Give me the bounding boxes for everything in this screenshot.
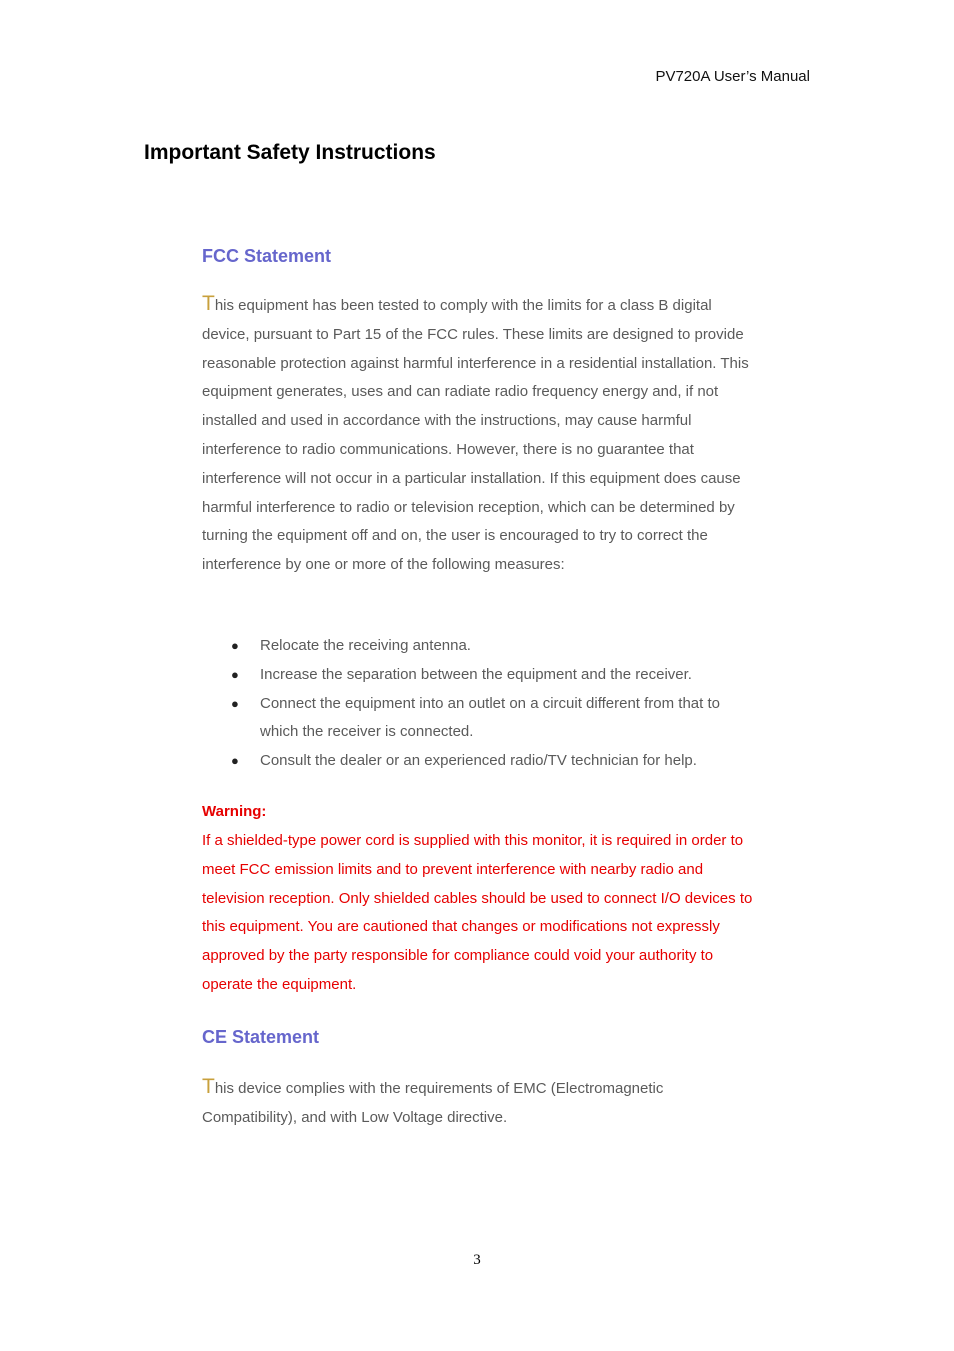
measure-text: Relocate the receiving antenna. — [260, 637, 471, 654]
bullet-icon: ● — [231, 666, 239, 682]
bullet-icon: ● — [231, 753, 239, 769]
list-item — [202, 661, 762, 690]
list-item — [202, 690, 762, 748]
bullet-icon: ● — [231, 638, 239, 653]
warning-title: Warning: — [202, 803, 267, 820]
fcc-body-text: his equipment has been tested to comply with the limits for a class B digital device, pursuant to Part 15 of the FCC rules. These limits are designed to provide reasonable protection against harmful interference in a residential installation. This equipment generates, uses and can radiate radio frequency energy and, if not installed and used in accordance with the instructions, may cause harmful interference to radio communications. However, there is no guarantee that interference will not occur in a particular installation. If this equipment does cause harmful interference to radio or television reception, which can be determined by turning the equipment off and on, the user is encouraged to try to correct the interference by one or more of the following measures: — [202, 297, 749, 574]
ce-body-text: his device complies with the requirements of EMC (Electromagnetic Compatibility), and with Low Voltage directive. — [202, 1080, 664, 1126]
page-title: Important Safety Instructions — [144, 141, 436, 164]
list-item — [202, 632, 762, 661]
measure-text: Connect the equipment into an outlet on a circuit different from that to which the receiver is connected. — [260, 694, 720, 741]
measure-text: Consult the dealer or an experienced radio/TV technician for help. — [260, 752, 697, 770]
fcc-statement-paragraph — [202, 292, 762, 580]
measure-text: Increase the separation between the equipment and the receiver. — [260, 665, 692, 683]
page-number: 3 — [473, 1252, 481, 1268]
ce-statement-paragraph — [202, 1075, 762, 1133]
ce-statement-heading: CE Statement — [202, 1027, 320, 1047]
running-header: PV720A User’s Manual — [655, 68, 810, 85]
ce-dropcap: T — [202, 1075, 215, 1098]
fcc-statement-heading: FCC Statement — [202, 246, 332, 266]
list-item — [202, 747, 762, 776]
bullet-icon: ● — [231, 695, 239, 711]
fcc-measures-list — [202, 632, 762, 776]
warning-text: If a shielded-type power cord is supplied with this monitor, it is required in order to meet FCC emission limits and to prevent interference with nearby radio and television reception. Only shielded cables should be used to connect I/O devices to this equipment. You are cautioned that changes or modifications not expressly approved by the party responsible for compliance could void your authority to operate the equipment. — [202, 832, 753, 993]
fcc-dropcap: T — [202, 292, 215, 315]
